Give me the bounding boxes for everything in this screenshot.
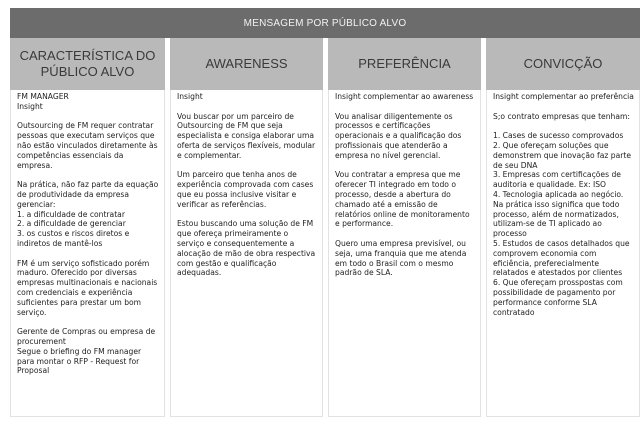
paragraph: Insight complementar ao awareness (335, 92, 474, 101)
column-caracteristica (10, 90, 165, 417)
paragraph: Gerente de Compras ou empresa de procurement Segue o briefing do FM manager para montar o RFP - Request for Proposal (17, 327, 156, 376)
paragraph: FM MANAGER Insight (17, 92, 69, 111)
paragraph: Um parceiro que tenha anos de experiência comprovada com cases que eu possa inclusive visitar e verificar as referências. (177, 170, 314, 209)
table-title-banner (10, 8, 640, 38)
paragraph: Insight complementar ao preferência (493, 92, 634, 101)
paragraph: S;o contrato empresas que tenham: (493, 111, 630, 121)
paragraph: Vou buscar por um parceiro de Outsourcing de FM que seja especialista e consiga elaborar uma oferta de serviços flexíveis, modular e complementar. (177, 111, 316, 160)
paragraph: FM é um serviço sofisticado porém maduro. Oferecido por diversas empresas multinacionais e nacionais com credenciais e experiência suficientes para prestar um bom serviço. (17, 258, 158, 317)
column-awareness (170, 90, 323, 417)
paragraph: 1. Cases de sucesso comprovados 2. Que ofereçam soluções que demonstrem que inovação faz parte de seu DNA 3. Empresas com certificações de auditoria e qualidade. Ex: ISO 4. Tecnologia aplicada ao negócio. Na prática isso significa que todo processo, além de normatizados, utilizam-se de TI aplicado ao processo 5. Estudos de casos detalhados que comprovem economia com eficiência, preferecialmente relatados e atestados por clientes 6. Que ofereçam prosspostas com possibilidade de pagamento por performance conforme SLA contratado (493, 131, 632, 317)
column-preferencia (328, 90, 481, 417)
paragraph: Quero uma empresa previsível, ou seja, uma franquia que me atenda em todo o Brasil com o mesmo padrão de SLA. (335, 238, 467, 278)
column-header-row (10, 38, 640, 90)
header-conviccao-label: CONVICÇÃO (523, 56, 603, 71)
paragraph: Outsourcing de FM requer contratar pessoas que executam serviços que não estão vinculados diretamente às competências essenciais da empresa. (17, 121, 158, 170)
header-preferencia (328, 38, 481, 90)
table-title: MENSAGEM POR PÚBLICO ALVO (243, 17, 407, 29)
column-conviccao (486, 90, 640, 417)
header-caracteristica (10, 38, 165, 90)
paragraph: Estou buscando uma solução de FM que ofereça primeiramente o serviço e consequentemente a alocação de mão de obra respectiva com gestão e qualificação adequadas. (177, 219, 316, 278)
table-body (10, 90, 640, 417)
paragraph: Vou contratar a empresa que me oferecer TI integrado em todo o processo, desde a abertura do chamado até a emissão de relatórios online de monitoramento e performance. (335, 170, 470, 229)
header-caracteristica-label: CARACTERÍSTICA DO PÚBLICO ALVO (19, 48, 156, 79)
header-awareness-label: AWARENESS (205, 56, 288, 71)
header-preferencia-label: PREFERÊNCIA (358, 56, 451, 71)
paragraph: Insight (177, 92, 203, 101)
paragraph: Na prática, não faz parte da equação de produtividade da empresa gerenciar: 1. a dificuldade de contratar 2. a dificuldade de gerenciar 3. os custos e riscos diretos e indiretos de mantê-los (17, 180, 159, 248)
header-conviccao (486, 38, 640, 90)
header-awareness (170, 38, 323, 90)
paragraph: Vou analisar diligentemente os processos e certificações operacionais e a qualificação dos profissionais que atenderão a empresa no nível gerencial. (335, 111, 462, 160)
